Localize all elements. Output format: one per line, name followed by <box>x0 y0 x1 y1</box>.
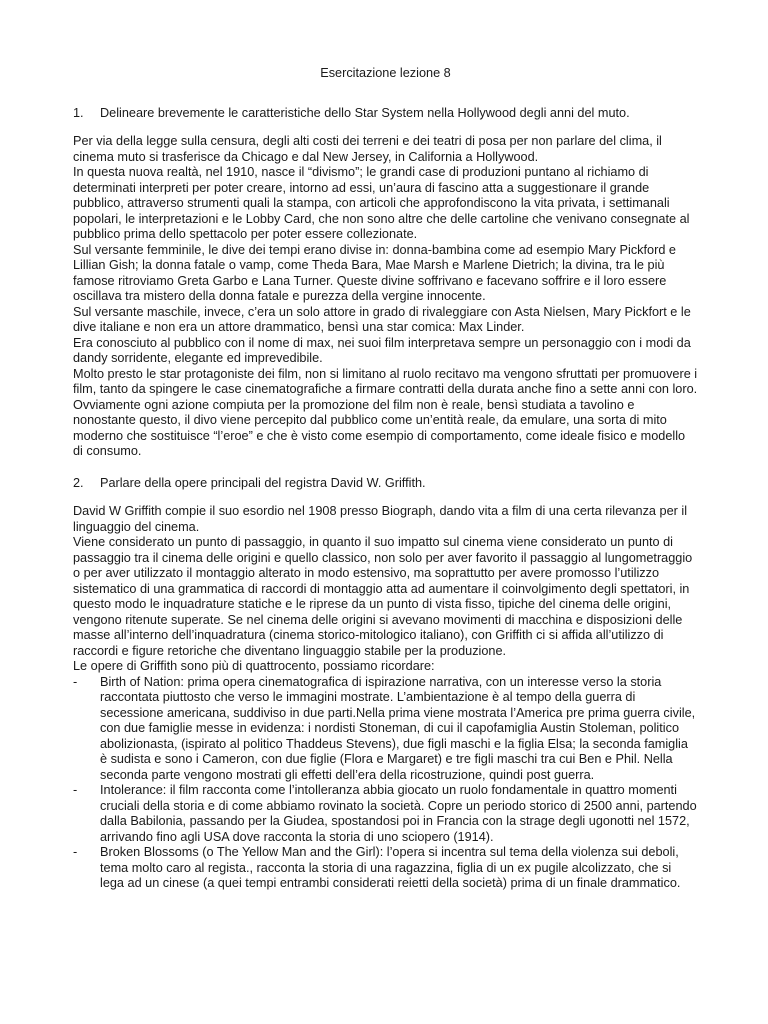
question-1-text: Delineare brevemente le caratteristiche dello Star System nella Hollywood degli anni del muto. <box>100 105 630 120</box>
answer-2 <box>73 504 698 892</box>
document-page <box>73 66 698 892</box>
list-item-text: Broken Blossoms (o The Yellow Man and the Girl): l’opera si incentra sul tema della violenza sui deboli, tema molto caro al regista., racconta la storia di una ragazzina, figlia di un ex pugile alcolizzato, che si lega ad un cinese (a quei tempi entrambi considerati reietti della società) prima di un finale drammatico. <box>100 845 681 890</box>
question-1-number: 1. <box>73 105 84 120</box>
answer-2-paragraph: Le opere di Griffith sono più di quattrocento, possiamo ricordare: <box>73 659 435 673</box>
list-item <box>73 845 698 892</box>
list-dash: - <box>73 674 78 689</box>
answer-1-paragraph: Per via della legge sulla censura, degli alti costi dei terreni e dei teatri di posa per non parlare del clima, il cinema muto si trasferisce da Chicago e dal New Jersey, in California a Hollywood. <box>73 134 662 164</box>
question-2-text: Parlare della opere principali del registra David W. Griffith. <box>100 475 426 490</box>
answer-1-paragraph: Sul versante maschile, invece, c’era un solo attore in grado di rivaleggiare con Asta Nielsen, Mary Pickfort e le dive italiane e non era un attore drammatico, bensì una star comica: Max Linder. <box>73 304 691 334</box>
answer-1-paragraph: Molto presto le star protagoniste dei film, non si limitano al ruolo recitavo ma vengono sfruttati per promuovere i film, tanto da spingere le case cinematografiche a firmare contratti della durata anche fino a sette anni con loro. Ovviamente ogni azione compiuta per la promozione del film non è reale, bensì studiata a tavolino e nonostante questo, il divo viene percepito dal pubblico come un’entità reale, da emulare, una sorta di mito moderno che sostituisce “l’eroe” e che è visto come esempio di comportamento, come ideale fisico e modello di consumo. <box>73 366 698 458</box>
answer-1-paragraph: In questa nuova realtà, nel 1910, nasce il “divismo”; le grandi case di produzioni puntano al richiamo di determinati interpreti per poter creare, intorno ad essi, un’aura di fascino atta a suggestionare il grande pubblico, attraverso strumenti quali la stampa, con articoli che approfondiscono la vita privata, i settimanali popolari, le interpretazioni e le Lobby Card, che non sono altre che delle cartoline che venivano consegnate al pubblico prima dello spettacolo per poter essere collezionate. <box>73 165 690 241</box>
answer-2-paragraph: Viene considerato un punto di passaggio, in quanto il suo impatto sul cinema viene considerato un punto di passaggio tra il cinema delle origini e quello classico, non solo per aver favorito il passaggio al lungometraggio o per aver utilizzato il montaggio alterato in modo estensivo, ma soprattutto per avere promosso l’utilizzo sistematico di una grammatica di raccordi di montaggio atta ad aumentare il coinvolgimento degli spettatori, in questo modo le inquadrature statiche e le riprese da un punto di vista fisso, tipiche del cinema delle origini, vengono ritenute superate. Se nel cinema delle origini si avevano movimenti di macchina e disposizioni delle masse all’interno dell’inquadratura (cinema storico-mitologico italiano), con Griffith ci si affida all’utilizzo di raccordi e figure retoriche che diventano linguaggio stabile per la produzione. <box>73 535 693 658</box>
page-title: Esercitazione lezione 8 <box>320 66 451 80</box>
section-gap <box>73 460 698 476</box>
question-2-number: 2. <box>73 475 84 490</box>
list-item-text: Birth of Nation: prima opera cinematografica di ispirazione narrativa, con un interesse verso la storia raccontata piuttosto che verso le immagini mostrate. L’ambientazione è al tempo della guerra di secessione americana, suddiviso in due parti.Nella prima viene mostrata l’America pre prima guerra civile, con due famiglie messe in evidenza: i nordisti Stoneman, di cui il capofamiglia Austin Stoleman, politico abolizionasta, (ispirato al politico Thaddeus Stevens), due figli maschi e la figlia Elsa; la seconda famiglia è sudista e sono i Cameron, con due figlie (Flora e Margaret) e tre figli maschi tra cui Ben e Phil. Nella seconda parte vengono mostrati gli effetti dell’era della ricostruzione, quindi post guerra. <box>100 674 696 782</box>
question-1 <box>73 106 698 122</box>
works-list <box>73 675 698 892</box>
list-dash: - <box>73 783 78 797</box>
answer-1-paragraph: Era conosciuto al pubblico con il nome di max, nei suoi film interpretava sempre un personaggio con i modi da dandy sorridente, elegante ed imprevedibile. <box>73 335 691 365</box>
list-item-text: Intolerance: il film racconta come l’intolleranza abbia giocato un ruolo fondamentale in quattro momenti cruciali della storia e di come abbiamo rovinato la società. Copre un periodo storico di 2500 anni, partendo dalla Babilonia, passando per la Giudea, spostandosi poi in Francia con la strage degli ugonotti nel 1572, arrivando fino agli USA dove racconta la storia di uno sciopero (1914). <box>100 783 697 844</box>
list-dash: - <box>73 845 78 859</box>
list-item <box>73 783 698 845</box>
answer-1 <box>73 134 698 460</box>
answer-2-paragraph: David W Griffith compie il suo esordio nel 1908 presso Biograph, dando vita a film di una certa rilevanza per il linguaggio del cinema. <box>73 504 688 534</box>
answer-1-paragraph: Sul versante femminile, le dive dei tempi erano divise in: donna-bambina come ad esempio Mary Pickford e Lillian Gish; la donna fatale o vamp, come Theda Bara, Mae Marsh e Marlene Dietrich; la divina, tra le più famose ritroviamo Greta Garbo e Lana Turner. Queste divine soffrivano e facevano soffrire e il loro essere oscillava tra mistero della donna fatale e purezza della vergine innocente. <box>73 242 676 303</box>
list-item <box>73 675 698 784</box>
question-2 <box>73 476 698 492</box>
